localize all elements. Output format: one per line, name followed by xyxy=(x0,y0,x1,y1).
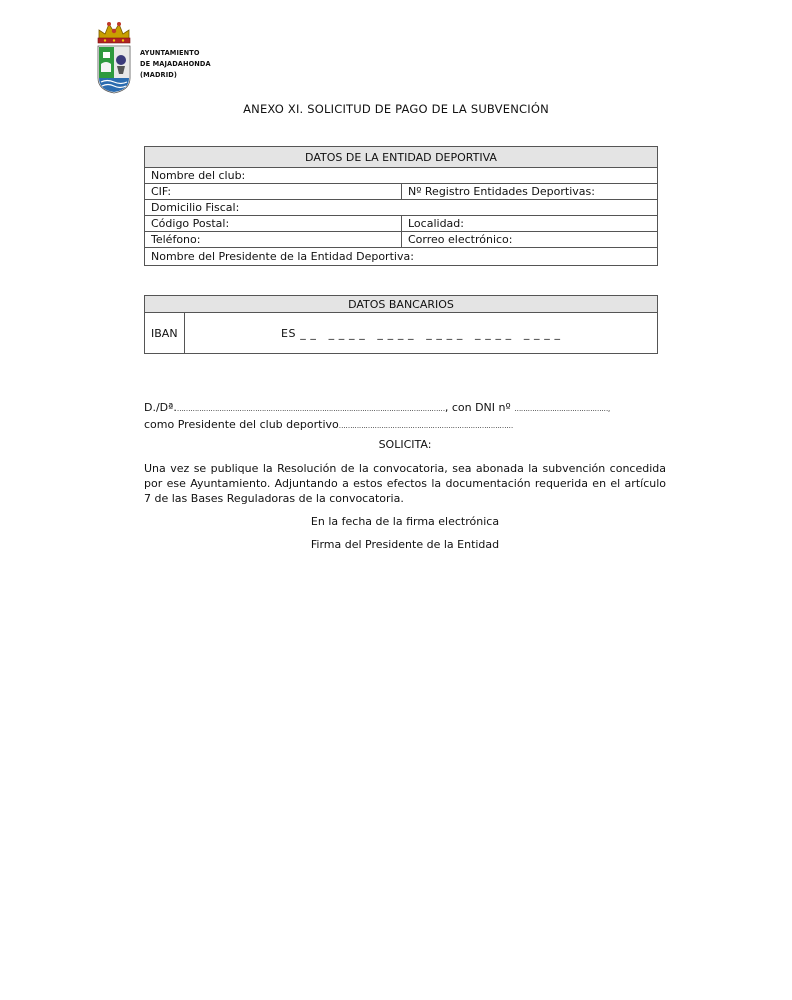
postal-code-field[interactable]: Código Postal: xyxy=(145,216,402,232)
cif-field[interactable]: CIF: xyxy=(145,184,402,200)
iban-field[interactable] xyxy=(184,313,657,354)
org-line-1: AYUNTAMIENTO xyxy=(140,49,200,57)
fiscal-address-field[interactable]: Domicilio Fiscal: xyxy=(145,200,658,216)
coat-of-arms-icon xyxy=(95,20,133,94)
declaration xyxy=(144,400,666,434)
date-line: En la fecha de la firma electrónica xyxy=(310,515,500,528)
president-name-field[interactable]: Nombre del Presidente de la Entidad Deportiva: xyxy=(145,248,658,266)
president-of-club-label: como Presidente del club deportivo xyxy=(144,418,339,431)
signature-line: Firma del Presidente de la Entidad xyxy=(310,538,500,551)
request-heading: SOLICITA: xyxy=(378,438,432,451)
iban-group: _ _ _ _ xyxy=(523,326,561,340)
iban-group: _ _ _ _ xyxy=(328,326,366,340)
iban-label: IBAN xyxy=(145,313,185,354)
bank-table-heading: DATOS BANCARIOS xyxy=(145,296,658,313)
club-name-blank[interactable]: …………………………………………………………………… xyxy=(338,422,513,430)
declaration-line-2 xyxy=(144,417,666,434)
registry-number-field[interactable]: Nº Registro Entidades Deportivas: xyxy=(402,184,658,200)
iban-prefix: ES _ _ xyxy=(280,326,317,340)
iban-group: _ _ _ _ xyxy=(426,326,463,340)
phone-field[interactable]: Teléfono: xyxy=(145,232,402,248)
dni-label: , con DNI nº xyxy=(444,401,515,414)
locality-field[interactable]: Localidad: xyxy=(402,216,658,232)
declarant-prefix: D./Dª. xyxy=(144,401,177,414)
bank-data-table xyxy=(144,295,658,354)
declaration-line-1 xyxy=(144,400,666,417)
club-name-field[interactable]: Nombre del club: xyxy=(145,168,658,184)
dni-blank[interactable]: ……………………………………, xyxy=(514,405,610,413)
entity-data-table xyxy=(144,146,658,266)
declarant-name-blank[interactable]: ………………………………………………………………………………………………………… xyxy=(176,405,445,413)
document-title: ANEXO XI. SOLICITUD DE PAGO DE LA SUBVENCIÓN xyxy=(243,102,549,116)
org-line-3: (MADRID) xyxy=(140,71,177,79)
iban-group: _ _ _ _ xyxy=(475,326,512,340)
email-field[interactable]: Correo electrónico: xyxy=(402,232,658,248)
entity-table-heading: DATOS DE LA ENTIDAD DEPORTIVA xyxy=(145,147,658,168)
org-line-2: DE MAJADAHONDA xyxy=(140,60,211,68)
request-paragraph: Una vez se publique la Resolución de la convocatoria, sea abonada la subvención concedida por ese Ayuntamiento. Adjuntando a estos efectos la documentación requerida en el artículo 7 de las Bases Reguladoras de la convocatoria. xyxy=(144,462,666,505)
iban-group: _ _ _ _ xyxy=(377,326,415,340)
municipality-name xyxy=(140,48,211,81)
